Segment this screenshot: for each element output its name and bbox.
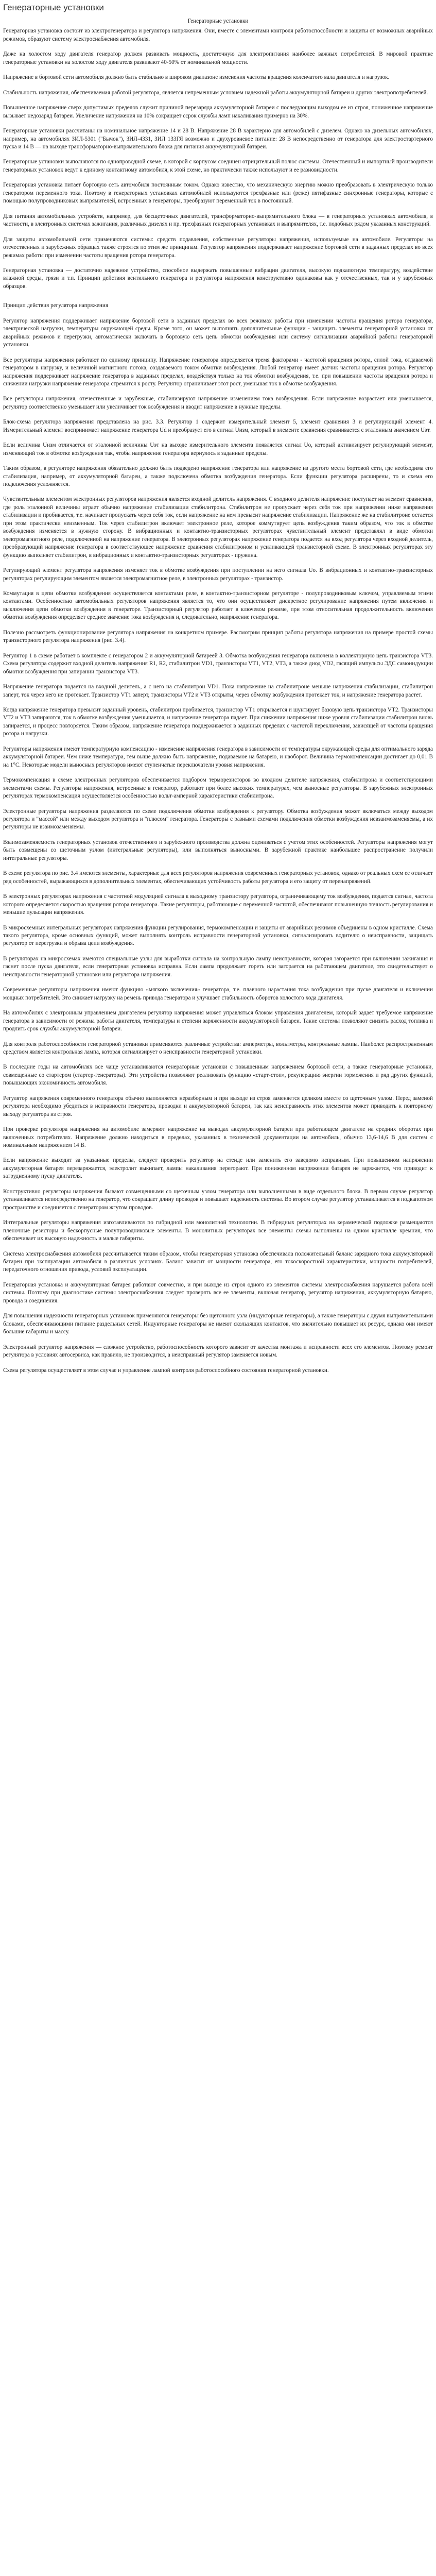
- paragraph: Напряжение в бортовой сети автомобиля должно быть стабильно в широком диапазоне изменения частоты вращения коленчатого вала двигателя и нагрузок.: [3, 74, 390, 81]
- article-section: [3, 302, 433, 1375]
- paragraph: Генераторная установка — достаточно надежное устройство, способное выдержать повышенные вибрации двигателя, высокую подкапотную температуру, воздействие влажной среды, грязи и т.п. Принцип действия вентильного генератора и регулятора напряжения конструктивно одинаковы как у отечественных, так и у зарубежных образцов.: [3, 267, 433, 290]
- paragraph: В схеме регулятора по рис. 3.4 имеются элементы, характерные для всех регуляторов напряжения современных генераторных установок, однако от реальных схем ее отличает ряд особенностей, выражающихся в дополнительных элементах, обеспечивающих устойчивость работы регулятора и его защиту от перенапряжений.: [3, 870, 433, 885]
- article-section: [3, 27, 433, 291]
- paragraph: Регулятор напряжения современного генератора обычно выполняется неразборным и при выходе из строя заменяется целиком вместе со щеточным узлом. Перед заменой регулятора необходимо убедиться в исправности генератора, проводки и аккумуляторной батареи, так как неисправность этих элементов может приводить к повторному выходу регулятора из строя.: [3, 1095, 433, 1117]
- paragraph: В электронных регуляторах напряжения с частотной модуляцией сигнала к выходному транзистору регулятора, ограничивающему ток возбуждения, подается сигнал, частота которого определяется скоростью вращения ротора генератора. Такие регуляторы, работающие с переменной частотой, обеспечивают повышенную точность регулирования и меньшие пульсации напряжения.: [3, 893, 433, 916]
- paragraph: Блок-схема регулятора напряжения представлена на рис. 3.3. Регулятор 1 содержит измерительный элемент 5, элемент сравнения 3 и регулирующий элемент 4. Измерительный элемент воспринимает напряжение генератора Ud и преобразует его в сигнал Uизм, который в элементе сравнения сравнивается с эталонным значением Uэт.: [3, 419, 433, 433]
- paragraph: Регулятор 1 в схеме работает в комплекте с генератором 2 и аккумуляторной батареей 3. Обмотка возбуждения генератора включена в коллекторную цепь транзистора VT3. Схема регулятора содержит входной делитель напряжения R1, R2, стабилитрон VD1, транзисторы VT1, VT2, VT3, а также диод VD2, гасящий импульсы ЭДС самоиндукции обмотки возбуждения при запирании транзистора VT3.: [3, 652, 433, 675]
- paragraph: При проверке регулятора напряжения на автомобиле замеряют напряжение на выводах аккумуляторной батареи при работающем двигателе на средних оборотах при включенных потребителях. Напряжение должно находиться в пределах, указанных в технической документации на автомобиль, обычно 13,6-14,6 В для систем с номинальным напряжением 14 В.: [3, 1126, 433, 1149]
- paragraph: Генераторная установка питает бортовую сеть автомобиля постоянным током. Однако известно, что механическую энергию можно преобразовать в электрическую только генератором переменного тока. Поэтому в генераторных установках автомобилей используются трехфазные или (реже) пятифазные синхронные генераторы, которые с помощью полупроводниковых выпрямителей, встроенных в генераторы, преобразуют переменный ток в постоянный.: [3, 182, 433, 205]
- paragraph: Генераторная установка и аккумуляторная батарея работают совместно, и при выходе из строя одного из элементов системы электроснабжения нарушается работа всей системы. Поэтому при диагностике системы электроснабжения следует проверять все ее элементы, включая генератор, регулятор напряжения, аккумуляторную батарею, провода и соединения.: [3, 1281, 433, 1304]
- paragraph: Даже на холостом ходу двигателя генератор должен развивать мощность, достаточную для электропитания наиболее важных потребителей. В мировой практике генераторные установки на холостом ходу двигателя развивают 40-50% от номинальной мощности.: [3, 51, 433, 65]
- paragraph: Генераторные установки рассчитаны на номинальное напряжение 14 и 28 В. Напряжение 28 В характерно для автомобилей с дизелем. Однако на дизельных автомобилях, например, на автомобилях ЗИЛ-5301 ("Бычок"), ЗИЛ-4331, ЗИЛ 133ГЯ возможно и двухуровневое питание: 28 В непосредственно от генератора для электростартерного пуска и 14 В — на выходе трансформаторно-выпрямительного блока для питания аккумуляторной батареи.: [3, 128, 433, 150]
- paragraph: В микросхемных интегральных регуляторах напряжения функции регулирования, термокомпенсации и защиты от аварийных режимов объединены в одном кристалле. Схема такого регулятора, кроме основных функций, может выполнять контроль исправности генераторной установки, сигнализировать водителю о неисправности, защищать регулятор от перегрузки и обрыва цепи возбуждения.: [3, 924, 433, 947]
- paragraph: Для повышения надежности генераторных установок применяются генераторы без щеточного узла (индукторные генераторы), а также генераторы с двумя выпрямительными блоками, обеспечивающими питание раздельных сетей. Индукторные генераторы не имеют скользящих контактов, что значительно повышает их ресурс, однако они имеют большие габариты и массу.: [3, 1313, 433, 1335]
- paragraph: Система электроснабжения автомобиля рассчитывается таким образом, чтобы генераторная установка обеспечивала положительный баланс зарядного тока аккумуляторной батареи при эксплуатации автомобиля в различных условиях. Баланс зависит от мощности генератора, его токоскоростной характеристики, мощности потребителей, передаточного отношения привода, условий эксплуатации.: [3, 1250, 433, 1273]
- paragraph: Для питания автомобильных устройств, например, для бесщеточных двигателей, трансформаторно-выпрямительного блока — в генераторных установках автомобиля, в частности, в электронных системах зажигания, различных дизелях и пр. трехфазных генераторных установках и выпрямителях, т.е. подобных рядом указанных конструкций.: [3, 213, 433, 228]
- paragraph: Схема регулятора осуществляет в этом случае и управление лампой контроля работоспособного состояния генераторной установки.: [3, 1367, 329, 1374]
- paragraph: Электронный регулятор напряжения — сложное устройство, работоспособность которого зависит от качества монтажа и исправности всех его элементов. Поэтому ремонт регулятора в условиях автосервиса, как правило, не производится, а неисправный регулятор заменяется новым.: [3, 1344, 433, 1359]
- paragraph: Электронные регуляторы напряжения разделяются по схеме подключения обмотки возбуждения к регулятору. Обмотка возбуждения может включаться между выходом регулятора и "массой" или между выходом регулятора и "плюсом" генератора. Генераторы с разными схемами подключения обмотки возбуждения невзаимозаменяемы, а их регуляторы не взаимозаменяемы.: [3, 808, 433, 831]
- paragraph: Все регуляторы напряжения, отечественные и зарубежные, стабилизируют напряжение изменением тока возбуждения. Если напряжение возрастает или уменьшается, регулятор соответственно уменьшает или увеличивает ток возбуждения и вводит напряжение в нужные пределы.: [3, 396, 433, 410]
- paragraph: Взаимозаменяемость генераторных установок отечественного и зарубежного производства должна оцениваться с учетом этих особенностей. Регуляторы напряжения могут быть совмещены со щеточным узлом (интегральные регуляторы), или выполняться выносными. В зарубежной практике наибольшее распространение получили интегральные регуляторы.: [3, 839, 433, 861]
- paragraph: Регуляторы напряжения имеют температурную компенсацию - изменение напряжения генератора в зависимости от температуры окружающей среды для оптимального заряда аккумуляторной батареи. Чем ниже температура, тем выше должно быть напряжение, подаваемое на батарею, и наоборот. Величина термокомпенсации достигает до 0,01 В на 1°С. Некоторые модели выносных регуляторов имеют ступенчатые переключатели уровня напряжения.: [3, 745, 433, 768]
- paragraph: Стабильность напряжения, обеспечиваемая работой регулятора, является непременным условием надежной работы аккумуляторной батареи и других электропотребителей.: [3, 89, 428, 96]
- paragraph: Для контроля работоспособности генераторной установки применяются различные устройства: амперметры, вольтметры, контрольные лампы. Наиболее распространенным средством является контрольная лампа, которая сигнализирует о неисправности генераторной установки.: [3, 1041, 433, 1055]
- paragraph: Напряжение генератора подается на входной делитель, а с него на стабилитрон VD1. Пока напряжение на стабилитроне меньше напряжения стабилизации, стабилитрон заперт, ток через него не протекает. Транзистор VT1 заперт, транзисторы VT2 и VT3 открыты, через обмотку возбуждения протекает ток, и напряжение генератора растет.: [3, 684, 433, 698]
- paragraph: Для защиты автомобильной сети применяются системы: средств подавления, собственные регуляторы напряжения, используемые на автомобиле. Регуляторы на отечественных и зарубежных образцах также строятся по этим же принципам. Регулятор напряжения поддерживает напряжение бортовой сети в заданных пределах во всех режимах работы при изменении частоты вращения ротора генератора.: [3, 236, 433, 259]
- paragraph: На автомобилях с электронным управлением двигателем регулятор напряжения может управляться блоком управления двигателем, который задает требуемое напряжение генератора в зависимости от режима работы двигателя, температуры и степени заряженности аккумуляторной батареи. Такие системы позволяют снизить расход топлива и продлить срок службы аккумуляторной батареи.: [3, 1010, 433, 1032]
- paragraph: Полезно рассмотреть функционирование регулятора напряжения на конкретном примере. Рассмотрим принцип работы регулятора напряжения на примере простой схемы транзисторного регулятора напряжения (рис. 3.4).: [3, 629, 433, 644]
- paragraph: Повышенное напряжение сверх допустимых пределов служит причиной перезаряда аккумуляторной батареи с последующим выходом ее из строя, пониженное напряжение вызывает недозаряд батареи. Увеличение напряжения на 10% сокращает ссрок службы ламп накаливания примерно на 30%.: [3, 105, 433, 119]
- paragraph: Когда напряжение генератора превысит заданный уровень, стабилитрон пробивается, транзистор VT1 открывается и шунтирует базовую цепь транзистора VT2. Транзисторы VT2 и VT3 запираются, ток в обмотке возбуждения уменьшается, и напряжение генератора падает. При снижении напряжения ниже уровня стабилизации стабилитрон вновь запирается, и процесс повторяется. Таким образом, напряжение генератора поддерживается в заданных пределах с частотой переключения, зависящей от частоты вращения ротора и нагрузки.: [3, 707, 433, 737]
- paragraph: В регуляторах на микросхемах имеются специальные узлы для выработки сигнала на контрольную лампу неисправности, которая загорается при включении зажигания и гаснет после пуска двигателя, если генераторная установка исправна. Если лампа продолжает гореть или загорается на работающем двигателе, это свидетельствует о неисправности генераторной установки или регулятора напряжения.: [3, 955, 433, 978]
- paragraph: Генераторная установка состоит из электрогенератора и регулятора напряжения. Они, вместе с элементами контроля работоспособности и защиты от возможных аварийных режимов, образуют систему электроснабжения автомобиля.: [3, 28, 433, 42]
- paragraph: Термокомпенсация в схеме электронных регуляторов обеспечивается подбором терморезисторов во входном делителе напряжения, стабилитрона и соответствующими элементами схемы. Регуляторы напряжения, встроенные в генератор, работают при более высоких температурах, чем выносные регуляторы. В зарубежных электронных регуляторах термокомпенсация осуществляется особенностью вольт-амперной характеристики стабилитрона.: [3, 777, 433, 800]
- paragraph: Интегральные регуляторы напряжения изготавливаются по гибридной или монолитной технологии. В гибридных регуляторах на керамической подложке размещаются пленочные резисторы и бескорпусные полупроводниковые элементы. В монолитных регуляторах все элементы схемы выполнены на одном кристалле кремния, что обеспечивает их высокую надежность и малые габариты.: [3, 1219, 433, 1242]
- paragraph: Регулятор напряжения поддерживает напряжение бортовой сети в заданных пределах во всех режимах работы при изменении частоты вращения ротора генератора, электрической нагрузки, температуры окружающей среды. Кроме того, он может выполнять дополнительные функции - защищать элементы генераторной установки от аварийных режимов и перегрузки, автоматически включать в бортовую сеть цепь обмотки возбуждения или систему сигнализации аварийной работы генераторной установки.: [3, 317, 433, 348]
- paragraph: Если напряжение выходит за указанные пределы, следует проверить регулятор на стенде или заменить его заведомо исправным. При повышенном напряжении аккумуляторная батарея перезаряжается, электролит выкипает, лампы накаливания перегорают. При пониженном напряжении батарея не заряжается, что приводит к затрудненному пуску двигателя.: [3, 1157, 433, 1180]
- paragraph: Все регуляторы напряжения работают по единому принципу. Напряжение генератора определяется тремя факторами - частотой вращения ротора, силой тока, отдаваемой генератором в нагрузку, и величиной магнитного потока, создаваемого током обмотки возбуждения. Любой генератор имеет датчик частоты вращения ротора. Регулятор напряжения поддерживает напряжение генератора в заданных пределах, воздействуя только на ток обмотки возбуждения, т.е. при повышении частоты вращения ротора и снижении нагрузки напряжение генератора стремится к росту. Регулятор ограничивает этот рост, уменьшая ток в обмотке возбуждения.: [3, 357, 433, 387]
- paragraph: Регулирующий элемент регулятора напряжения изменяет ток в обмотке возбуждения при поступлении на него сигнала Uо. В вибрационных и контактно-транзисторных регуляторах регулирующим элементом является электромагнитное реле, в электронных регуляторах - транзистор.: [3, 567, 433, 582]
- paragraph: Таким образом, в регуляторе напряжения обязательно должно быть подведено напряжение генератора или напряжение из другого места бортовой сети, где необходима его стабилизация, например, от аккумуляторной батареи, а также подключена обмотка возбуждения генератора. Если функции регулятора расширены, то и схема его подключения усложняется.: [3, 465, 433, 488]
- paragraph: Современные регуляторы напряжения имеют функцию «мягкого включения» генератора, т.е. плавного нарастания тока возбуждения при пуске двигателя и включении мощных потребителей. Это снижает нагрузку на ремень привода генератора и улучшает стабильность оборотов холостого хода двигателя.: [3, 987, 433, 1001]
- page-title: Генераторные установки: [3, 3, 104, 12]
- paragraph: Коммутация в цепи обмотки возбуждения осуществляется контактами реле, в контактно-транзисторном регуляторе - полупроводниковым ключом, управляемым этими контактами. Особенностью автомобильных регуляторов напряжения является то, что они осуществляют дискретное регулирование напряжения путем включения и выключения цепи обмотки возбуждения в генераторе. Транзисторный регулятор работает в ключевом режиме, при этом относительная продолжительность включения обмотки возбуждения определяет среднее значение тока возбуждения и, следовательно, напряжение генератора.: [3, 590, 433, 621]
- article-body: [3, 27, 433, 1375]
- paragraph: Генераторные установки выполняются по однопроводной схеме, в которой с корпусом соединен отрицательный полюс системы. Отечественный и импортный производители генераторных установок ведут к единому контактному автомобиля, к этой схеме, но практически также используют и ее разновидности.: [3, 159, 433, 173]
- paragraph: Если величина Uизм отличается от эталонной величины Uэт на выходе измерительного элемента появляется сигнал Uо, который активизирует регулирующий элемент, изменяющий ток в обмотке возбуждения так, чтобы напряжение генератора вернулось в заданные пределы.: [3, 442, 433, 456]
- section-heading: Принцип действия регулятора напряжения: [3, 302, 108, 309]
- document-subtitle: Генераторные установки: [187, 18, 249, 24]
- paragraph: Чувствительным элементом электронных регуляторов напряжения является входной делитель напряжения. С входного делителя напряжение поступает на элемент сравнения, где роль эталонной величины играет обычно напряжение стабилизации стабилитрона. Стабилитрон не пропускает через себя ток при напряжении ниже напряжения стабилизации и пробивается, т.е. начинает пропускать через себя ток, если напряжение на нем превысит напряжение стабилизации. Напряжение же на стабилитроне остается при этом практически неизменным. Ток через стабилитрон включает электронное реле, которое коммутирует цепь возбуждения таким образом, что ток в обмотке возбуждения изменяется в нужную сторону. В вибрационных и контактно-транзисторных регуляторах чувствительный элемент представлял в виде обмотки электромагнитного реле, подключенной на напряжение генератора. В электронных регуляторах напряжение генератора подается на вход регулятора через входной делитель, преобразующий напряжение генератора в соответствующее напряжение сравнения стабилитроном и усиливающей транзисторной схеме. В электронных регуляторах эту функцию выполняет стабилитрон, в вибрационных и контактно-транзисторных регуляторах - пружина.: [3, 496, 433, 558]
- paragraph: В последние годы на автомобилях все чаще устанавливаются генераторные установки с повышенным напряжением бортовой сети, а также генераторные установки, совмещенные со стартером (стартер-генераторы). Эти устройства позволяют реализовать функцию «старт-стоп», рекуперацию энергии торможения и ряд других функций, повышающих экономичность автомобиля.: [3, 1064, 433, 1087]
- paragraph: Конструктивно регуляторы напряжения бывают совмещенными со щеточным узлом генератора или выполненными в виде отдельного блока. В первом случае регулятор устанавливается непосредственно на генератор, что сокращает длину проводов и повышает надежность системы. Во втором случае регулятор устанавливается в подкапотном пространстве и соединяется с генератором жгутом проводов.: [3, 1188, 433, 1211]
